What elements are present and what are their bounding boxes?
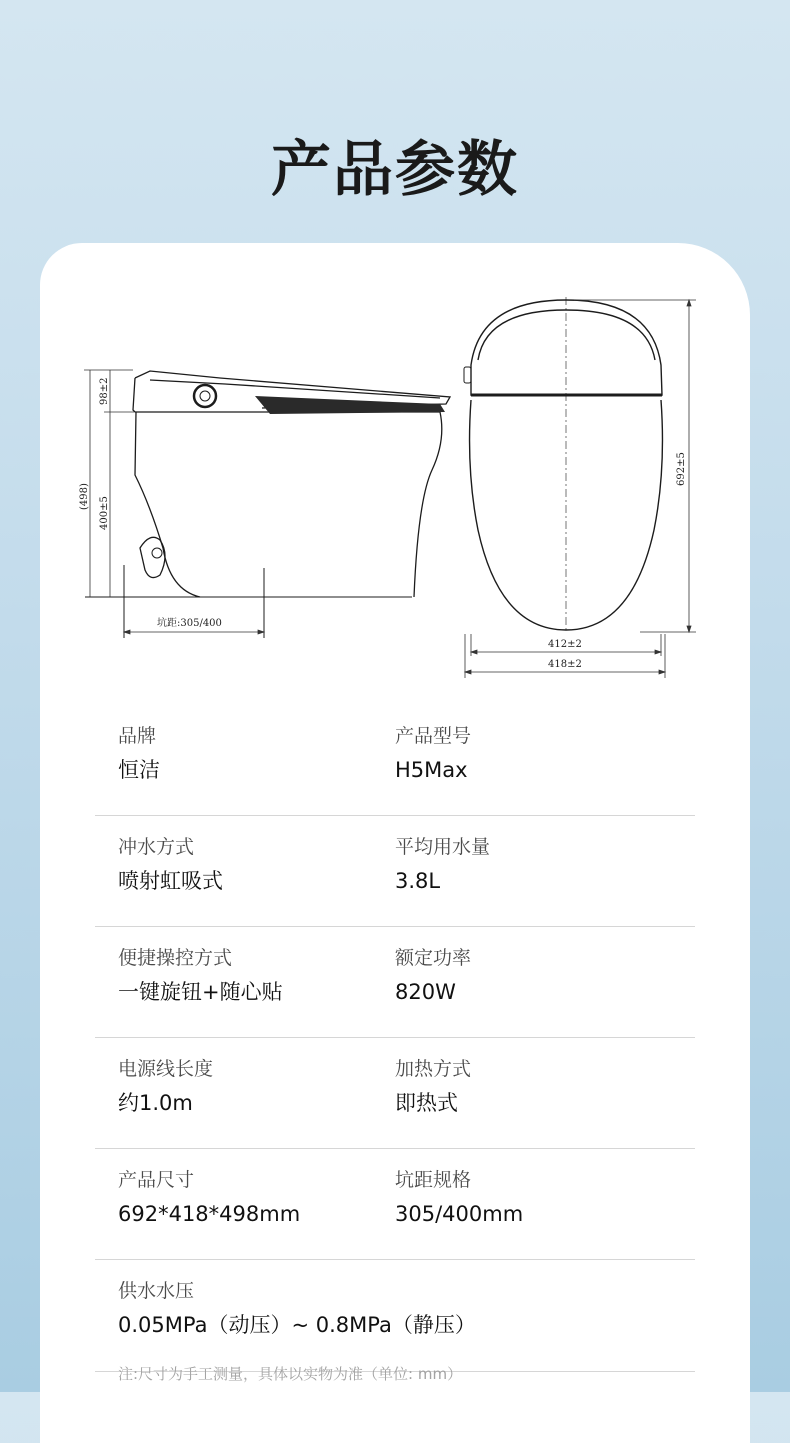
spec-value: 692*418*498mm [118, 1202, 301, 1226]
spec-cell-size [118, 1169, 300, 1226]
spec-row-pressure [95, 1260, 695, 1372]
front-height-label: 692±5 [676, 452, 687, 486]
spec-value: H5Max [395, 758, 468, 782]
spec-row-control [95, 927, 695, 1038]
side-view-dimension-lines [84, 370, 264, 634]
footnote: 注:尺寸为手工测量，具体以实物为准（单位: mm） [118, 1365, 463, 1383]
spec-label: 额定功率 [395, 947, 472, 969]
spec-label: 冲水方式 [118, 836, 195, 858]
spec-row-brand [95, 705, 695, 816]
spec-row-size [95, 1149, 695, 1260]
side-height-label: (498) [79, 483, 90, 510]
spec-value: 喷射虹吸式 [118, 869, 223, 893]
spec-cell-cord-length [118, 1058, 213, 1115]
spec-cell-heating [395, 1058, 471, 1115]
spec-cell-model [395, 725, 471, 782]
spec-value: 820W [395, 980, 456, 1004]
spec-label: 加热方式 [395, 1058, 472, 1080]
spec-cell-water-use [395, 836, 490, 893]
side-top-label: 98±2 [99, 377, 110, 405]
spec-card [40, 243, 750, 1443]
spec-row-flush [95, 816, 695, 927]
toilet-dimension-diagram [40, 243, 750, 693]
spec-value: 3.8L [395, 869, 441, 893]
spec-value: 约1.0m [118, 1091, 193, 1115]
outer-width-label: 418±2 [548, 659, 582, 670]
front-view-dimension-lines [465, 300, 696, 678]
spec-cell-flush-type [118, 836, 223, 893]
side-seat-label: 400±5 [99, 496, 110, 530]
spec-label: 产品型号 [395, 725, 472, 747]
side-view-drawing [85, 371, 450, 638]
spec-cell-power [395, 947, 471, 1004]
spec-label: 产品尺寸 [118, 1169, 195, 1191]
spec-label: 供水水压 [118, 1280, 195, 1302]
spec-value: 恒洁 [118, 758, 160, 782]
spec-table [95, 705, 695, 1372]
spec-cell-brand [118, 725, 160, 782]
spec-value: 0.05MPa（动压）~ 0.8MPa（静压） [118, 1313, 476, 1337]
spec-value: 即热式 [395, 1091, 458, 1115]
spec-row-cord [95, 1038, 695, 1149]
spec-cell-rough-in [395, 1169, 523, 1226]
spec-label: 品牌 [118, 725, 157, 747]
spec-cell-pressure [118, 1280, 476, 1337]
spec-label: 坑距规格 [395, 1169, 472, 1191]
rough-in-label: 坑距:305/400 [157, 618, 222, 629]
page-title: 产品参数 [271, 135, 519, 205]
spec-value: 一键旋钮+随心贴 [118, 980, 283, 1004]
spec-label: 电源线长度 [118, 1058, 214, 1080]
spec-value: 305/400mm [395, 1202, 524, 1226]
inner-width-label: 412±2 [548, 639, 582, 650]
spec-cell-control [118, 947, 283, 1004]
spec-label: 便捷操控方式 [118, 947, 233, 969]
spec-label: 平均用水量 [395, 836, 491, 858]
front-view-drawing [464, 297, 662, 632]
